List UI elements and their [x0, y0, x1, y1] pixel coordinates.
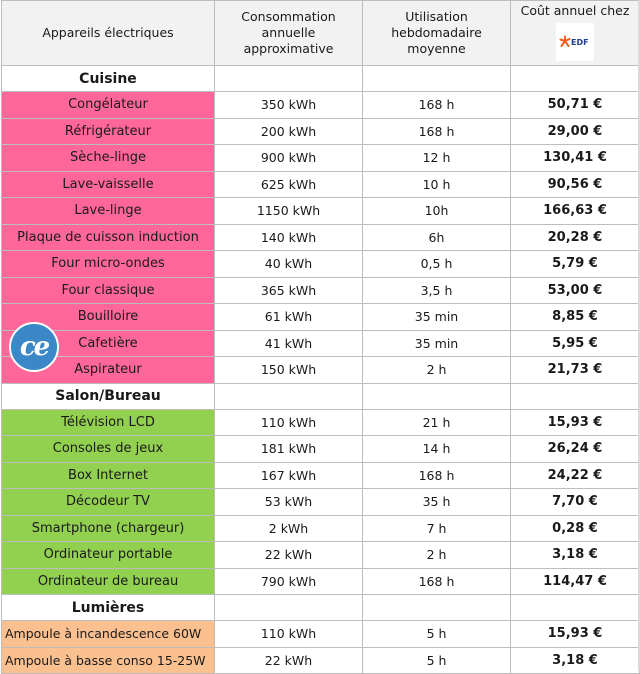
table-row — [2, 621, 640, 648]
annual-consumption: 625 kWh — [215, 171, 363, 198]
table-row — [2, 647, 640, 674]
appliance-name: Plaque de cuisson induction — [2, 224, 215, 251]
appliance-name: Ampoule à incandescence 60W — [2, 621, 215, 648]
table-row — [2, 92, 640, 119]
section-header-row — [2, 66, 640, 92]
table-row — [2, 436, 640, 463]
header-appliance: Appareils électriques — [2, 1, 215, 66]
annual-cost: 50,71 € — [511, 92, 640, 119]
empty-cell — [215, 66, 363, 92]
annual-consumption: 1150 kWh — [215, 198, 363, 225]
annual-consumption: 150 kWh — [215, 357, 363, 384]
table-row — [2, 489, 640, 516]
weekly-usage: 5 h — [363, 621, 511, 648]
table-row — [2, 330, 640, 357]
empty-cell — [215, 383, 363, 409]
annual-cost: 7,70 € — [511, 489, 640, 516]
appliance-name: Bouilloire — [2, 304, 215, 331]
annual-cost: 90,56 € — [511, 171, 640, 198]
table-row — [2, 304, 640, 331]
weekly-usage: 14 h — [363, 436, 511, 463]
empty-cell — [511, 383, 640, 409]
table-row — [2, 357, 640, 384]
appliance-name: Lave-linge — [2, 198, 215, 225]
section-header-row — [2, 595, 640, 621]
svg-text:EDF: EDF — [571, 38, 589, 47]
annual-cost: 29,00 € — [511, 118, 640, 145]
table-row — [2, 118, 640, 145]
annual-cost: 3,18 € — [511, 542, 640, 569]
annual-consumption: 790 kWh — [215, 568, 363, 595]
annual-consumption: 53 kWh — [215, 489, 363, 516]
appliance-name: Décodeur TV — [2, 489, 215, 516]
annual-cost: 130,41 € — [511, 145, 640, 172]
empty-cell — [363, 595, 511, 621]
table-row — [2, 198, 640, 225]
header-usage: Utilisation hebdomadaire moyenne — [363, 1, 511, 66]
annual-cost: 24,22 € — [511, 462, 640, 489]
section-label: Lumières — [2, 595, 215, 621]
appliance-name: Réfrigérateur — [2, 118, 215, 145]
table-body — [2, 66, 640, 674]
weekly-usage: 12 h — [363, 145, 511, 172]
annual-cost: 15,93 € — [511, 409, 640, 436]
annual-cost: 3,18 € — [511, 647, 640, 674]
appliance-name: Ordinateur portable — [2, 542, 215, 569]
table-row — [2, 515, 640, 542]
annual-consumption: 61 kWh — [215, 304, 363, 331]
weekly-usage: 0,5 h — [363, 251, 511, 278]
annual-consumption: 900 kWh — [215, 145, 363, 172]
table-row — [2, 171, 640, 198]
weekly-usage: 35 h — [363, 489, 511, 516]
weekly-usage: 168 h — [363, 568, 511, 595]
appliance-name: Lave-vaisselle — [2, 171, 215, 198]
weekly-usage: 3,5 h — [363, 277, 511, 304]
weekly-usage: 35 min — [363, 304, 511, 331]
appliance-name: Ordinateur de bureau — [2, 568, 215, 595]
section-label: Cuisine — [2, 66, 215, 92]
weekly-usage: 168 h — [363, 462, 511, 489]
weekly-usage: 6h — [363, 224, 511, 251]
annual-consumption: 2 kWh — [215, 515, 363, 542]
weekly-usage: 168 h — [363, 118, 511, 145]
table-row — [2, 224, 640, 251]
weekly-usage: 7 h — [363, 515, 511, 542]
appliance-cost-table — [1, 0, 640, 674]
annual-cost: 26,24 € — [511, 436, 640, 463]
annual-cost: 8,85 € — [511, 304, 640, 331]
annual-cost: 20,28 € — [511, 224, 640, 251]
table-row — [2, 409, 640, 436]
annual-consumption: 22 kWh — [215, 647, 363, 674]
appliance-name: Ampoule à basse conso 15-25W — [2, 647, 215, 674]
weekly-usage: 10 h — [363, 171, 511, 198]
edf-logo — [556, 23, 594, 61]
table-row — [2, 462, 640, 489]
appliance-name: Four micro-ondes — [2, 251, 215, 278]
annual-consumption: 200 kWh — [215, 118, 363, 145]
section-label: Salon/Bureau — [2, 383, 215, 409]
section-header-row — [2, 383, 640, 409]
weekly-usage: 2 h — [363, 542, 511, 569]
appliance-name: Cafetière — [2, 330, 215, 357]
edf-flower-icon — [558, 35, 592, 49]
appliance-name: Congélateur — [2, 92, 215, 119]
annual-cost: 166,63 € — [511, 198, 640, 225]
table-row — [2, 568, 640, 595]
annual-cost: 15,93 € — [511, 621, 640, 648]
annual-consumption: 140 kWh — [215, 224, 363, 251]
weekly-usage: 2 h — [363, 357, 511, 384]
annual-consumption: 365 kWh — [215, 277, 363, 304]
appliance-name: Télévision LCD — [2, 409, 215, 436]
annual-consumption: 41 kWh — [215, 330, 363, 357]
empty-cell — [363, 383, 511, 409]
annual-consumption: 350 kWh — [215, 92, 363, 119]
table-header-row — [2, 1, 640, 66]
annual-consumption: 40 kWh — [215, 251, 363, 278]
empty-cell — [215, 595, 363, 621]
table-row — [2, 145, 640, 172]
annual-consumption: 110 kWh — [215, 621, 363, 648]
weekly-usage: 10h — [363, 198, 511, 225]
appliance-name: Four classique — [2, 277, 215, 304]
annual-cost: 0,28 € — [511, 515, 640, 542]
ce-watermark-logo: ce — [9, 322, 59, 372]
annual-cost: 5,95 € — [511, 330, 640, 357]
annual-cost: 21,73 € — [511, 357, 640, 384]
empty-cell — [511, 595, 640, 621]
appliance-name: Sèche-linge — [2, 145, 215, 172]
weekly-usage: 35 min — [363, 330, 511, 357]
annual-cost: 114,47 € — [511, 568, 640, 595]
header-consumption: Consommation annuelle approximative — [215, 1, 363, 66]
empty-cell — [363, 66, 511, 92]
header-cost: Coût annuel chez EDF — [511, 1, 640, 66]
empty-cell — [511, 66, 640, 92]
annual-consumption: 167 kWh — [215, 462, 363, 489]
weekly-usage: 168 h — [363, 92, 511, 119]
appliance-name: Smartphone (chargeur) — [2, 515, 215, 542]
appliance-name: Box Internet — [2, 462, 215, 489]
annual-cost: 5,79 € — [511, 251, 640, 278]
annual-consumption: 110 kWh — [215, 409, 363, 436]
weekly-usage: 5 h — [363, 647, 511, 674]
appliance-name: Consoles de jeux — [2, 436, 215, 463]
appliance-name: Aspirateur — [2, 357, 215, 384]
weekly-usage: 21 h — [363, 409, 511, 436]
table-row — [2, 277, 640, 304]
annual-consumption: 181 kWh — [215, 436, 363, 463]
annual-consumption: 22 kWh — [215, 542, 363, 569]
table-row — [2, 542, 640, 569]
table-row — [2, 251, 640, 278]
annual-cost: 53,00 € — [511, 277, 640, 304]
